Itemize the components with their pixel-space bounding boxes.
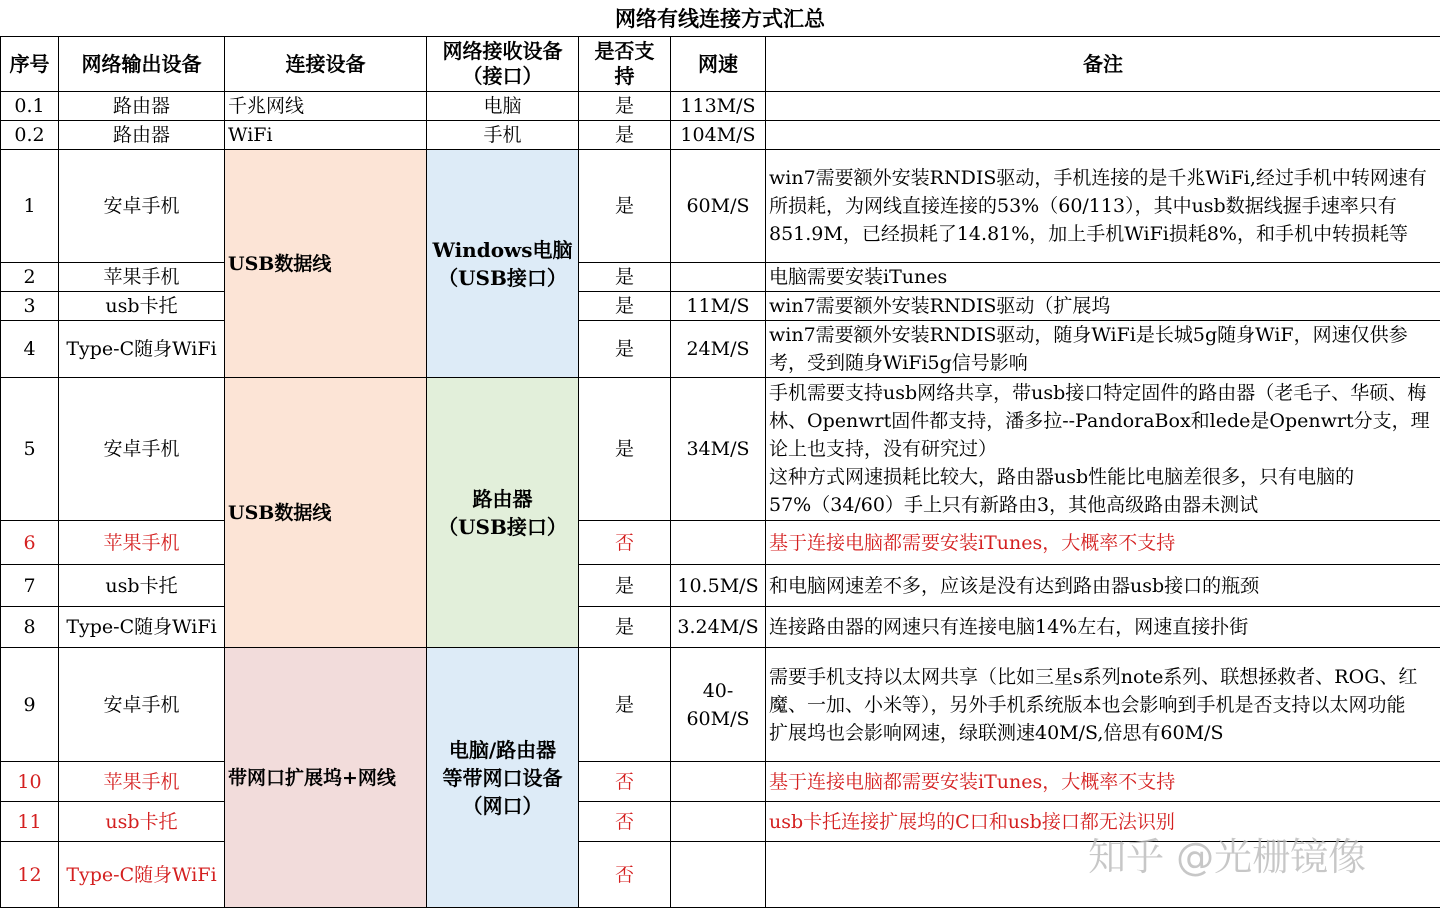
table-row xyxy=(1,607,1440,648)
group3-receiver-device xyxy=(427,648,579,908)
page-title: 网络有线连接方式汇总 xyxy=(615,6,825,31)
header-support xyxy=(579,37,671,92)
row-index: 12 xyxy=(1,842,59,908)
row-receiver-device: 手机 xyxy=(427,121,579,150)
row-index: 6 xyxy=(1,521,59,565)
row-speed xyxy=(671,762,766,802)
row-index: 3 xyxy=(1,292,59,321)
row-speed xyxy=(671,521,766,565)
row-speed: 10.5M/S xyxy=(671,565,766,607)
group1-receiver-device xyxy=(427,150,579,378)
table-row xyxy=(1,92,1440,121)
group3-receiver-line2: 等带网口设备 xyxy=(442,765,563,790)
row-index: 11 xyxy=(1,802,59,842)
row-note: 基于连接电脑都需要安装iTunes，大概率不支持 xyxy=(766,762,1440,802)
row-speed: 24M/S xyxy=(671,321,766,378)
header-receiver-device xyxy=(427,37,579,92)
row-support: 是 xyxy=(579,292,671,321)
row-index: 1 xyxy=(1,150,59,263)
row-speed: 3.24M/S xyxy=(671,607,766,648)
header-row xyxy=(1,37,1440,92)
header-support-line2: 持 xyxy=(614,64,635,88)
table-row xyxy=(1,121,1440,150)
row-index: 5 xyxy=(1,378,59,521)
row-support: 是 xyxy=(579,121,671,150)
group1-receiver-line1: Windows电脑 xyxy=(432,237,573,262)
group2-connect-device: USB数据线 xyxy=(225,378,427,648)
header-output-device: 网络输出设备 xyxy=(59,37,225,92)
header-connect-device: 连接设备 xyxy=(225,37,427,92)
row-output-device: 路由器 xyxy=(59,92,225,121)
table-row xyxy=(1,150,1440,263)
header-speed: 网速 xyxy=(671,37,766,92)
row-note xyxy=(766,92,1440,121)
row-support: 是 xyxy=(579,92,671,121)
table-row xyxy=(1,263,1440,292)
group2-receiver-line1: 路由器 xyxy=(472,486,533,511)
row-index: 8 xyxy=(1,607,59,648)
row-support: 是 xyxy=(579,263,671,292)
row-speed: 34M/S xyxy=(671,378,766,521)
row-speed: 60M/S xyxy=(671,150,766,263)
header-receiver-line1: 网络接收设备 xyxy=(442,39,563,63)
table-row xyxy=(1,648,1440,762)
row-support: 是 xyxy=(579,321,671,378)
row-note-para2: 这种方式网速损耗比较大，路由器usb性能比电脑差很多，只有电脑的57%（34/60）手上只有新路由3，其他高级路由器未测试 xyxy=(769,466,1355,516)
row-note: usb卡托连接扩展坞的C口和usb接口都无法识别 xyxy=(766,802,1440,842)
row-output-device: usb卡托 xyxy=(59,565,225,607)
row-index: 4 xyxy=(1,321,59,378)
row-index: 10 xyxy=(1,762,59,802)
table-row xyxy=(1,321,1440,378)
connection-table xyxy=(0,36,1440,908)
group2-receiver-line2: （USB接口） xyxy=(438,514,567,539)
row-output-device: usb卡托 xyxy=(59,292,225,321)
row-index: 9 xyxy=(1,648,59,762)
table-row xyxy=(1,378,1440,521)
row-receiver-device: 电脑 xyxy=(427,92,579,121)
group3-receiver-line3: （网口） xyxy=(462,793,543,818)
row-connect-device: 千兆网线 xyxy=(225,92,427,121)
row-output-device: 安卓手机 xyxy=(59,150,225,263)
row-note: win7需要额外安装RNDIS驱动，随身WiFi是长城5g随身WiF，网速仅供参考，受到随身WiFi5g信号影响 xyxy=(766,321,1440,378)
row-support: 否 xyxy=(579,842,671,908)
row-connect-device: WiFi xyxy=(225,121,427,150)
row-output-device: Type-C随身WiFi xyxy=(59,607,225,648)
row-speed xyxy=(671,802,766,842)
row-support: 否 xyxy=(579,521,671,565)
row-support: 是 xyxy=(579,565,671,607)
row-speed: 104M/S xyxy=(671,121,766,150)
row-index: 7 xyxy=(1,565,59,607)
row-note: 电脑需要安装iTunes xyxy=(766,263,1440,292)
row-speed: 11M/S xyxy=(671,292,766,321)
header-notes: 备注 xyxy=(766,37,1440,92)
row-support: 是 xyxy=(579,378,671,521)
row-index: 0.1 xyxy=(1,92,59,121)
row-note-para1: 需要手机支持以太网共享（比如三星s系列note系列、联想拯救者、ROG、红魔、一加、小米等），另外手机系统版本也会影响到手机是否支持以太网功能 xyxy=(769,665,1418,716)
row-support: 是 xyxy=(579,607,671,648)
row-speed xyxy=(671,263,766,292)
row-index: 0.2 xyxy=(1,121,59,150)
row-support: 是 xyxy=(579,150,671,263)
row-support: 是 xyxy=(579,648,671,762)
header-index: 序号 xyxy=(1,37,59,92)
group1-connect-device: USB数据线 xyxy=(225,150,427,378)
row-note xyxy=(766,378,1440,521)
row-note: win7需要额外安装RNDIS驱动（扩展坞 xyxy=(766,292,1440,321)
row-output-device: 安卓手机 xyxy=(59,648,225,762)
row-note: 连接路由器的网速只有连接电脑14%左右，网速直接扑街 xyxy=(766,607,1440,648)
row-note-para1: 手机需要支持usb网络共享，带usb接口特定固件的路由器（老毛子、华硕、梅林、Openwrt固件都支持，潘多拉--PandoraBox和lede是Openwrt分支，理论上也支持，没有研究过） xyxy=(769,382,1430,460)
header-receiver-line2: （接口） xyxy=(462,64,543,88)
group3-connect-device: 带网口扩展坞+网线 xyxy=(225,648,427,908)
row-output-device: Type-C随身WiFi xyxy=(59,842,225,908)
table-row xyxy=(1,521,1440,565)
row-support: 否 xyxy=(579,762,671,802)
row-note: win7需要额外安装RNDIS驱动，手机连接的是千兆WiFi,经过手机中转网速有所损耗，为网线直接连接的53%（60/113），其中usb数据线握手速率只有851.9M，已经损耗了14.81%，加上手机WiFi损耗8%，和手机中转损耗等 xyxy=(766,150,1440,263)
row-note: 基于连接电脑都需要安装iTunes，大概率不支持 xyxy=(766,521,1440,565)
row-note: 和电脑网速差不多，应该是没有达到路由器usb接口的瓶颈 xyxy=(766,565,1440,607)
table-row xyxy=(1,565,1440,607)
table-row xyxy=(1,762,1440,802)
row-output-device: 苹果手机 xyxy=(59,521,225,565)
group3-receiver-line1: 电脑/路由器 xyxy=(448,737,557,762)
row-output-device: 苹果手机 xyxy=(59,263,225,292)
row-output-device: 安卓手机 xyxy=(59,378,225,521)
row-note-para2: 扩展坞也会影响网速，绿联测速40M/S,倍思有60M/S xyxy=(769,721,1224,744)
row-speed xyxy=(671,842,766,908)
row-output-device: Type-C随身WiFi xyxy=(59,321,225,378)
row-speed: 113M/S xyxy=(671,92,766,121)
row-speed: 40-60M/S xyxy=(671,648,766,762)
watermark: 知乎 @光栅镜像 xyxy=(1088,835,1367,879)
row-output-device: usb卡托 xyxy=(59,802,225,842)
table-row xyxy=(1,292,1440,321)
row-note xyxy=(766,648,1440,762)
group1-receiver-line2: （USB接口） xyxy=(438,265,567,290)
row-note xyxy=(766,121,1440,150)
row-output-device: 苹果手机 xyxy=(59,762,225,802)
row-output-device: 路由器 xyxy=(59,121,225,150)
group2-receiver-device xyxy=(427,378,579,648)
row-index: 2 xyxy=(1,263,59,292)
row-support: 否 xyxy=(579,802,671,842)
header-support-line1: 是否支 xyxy=(594,39,655,63)
